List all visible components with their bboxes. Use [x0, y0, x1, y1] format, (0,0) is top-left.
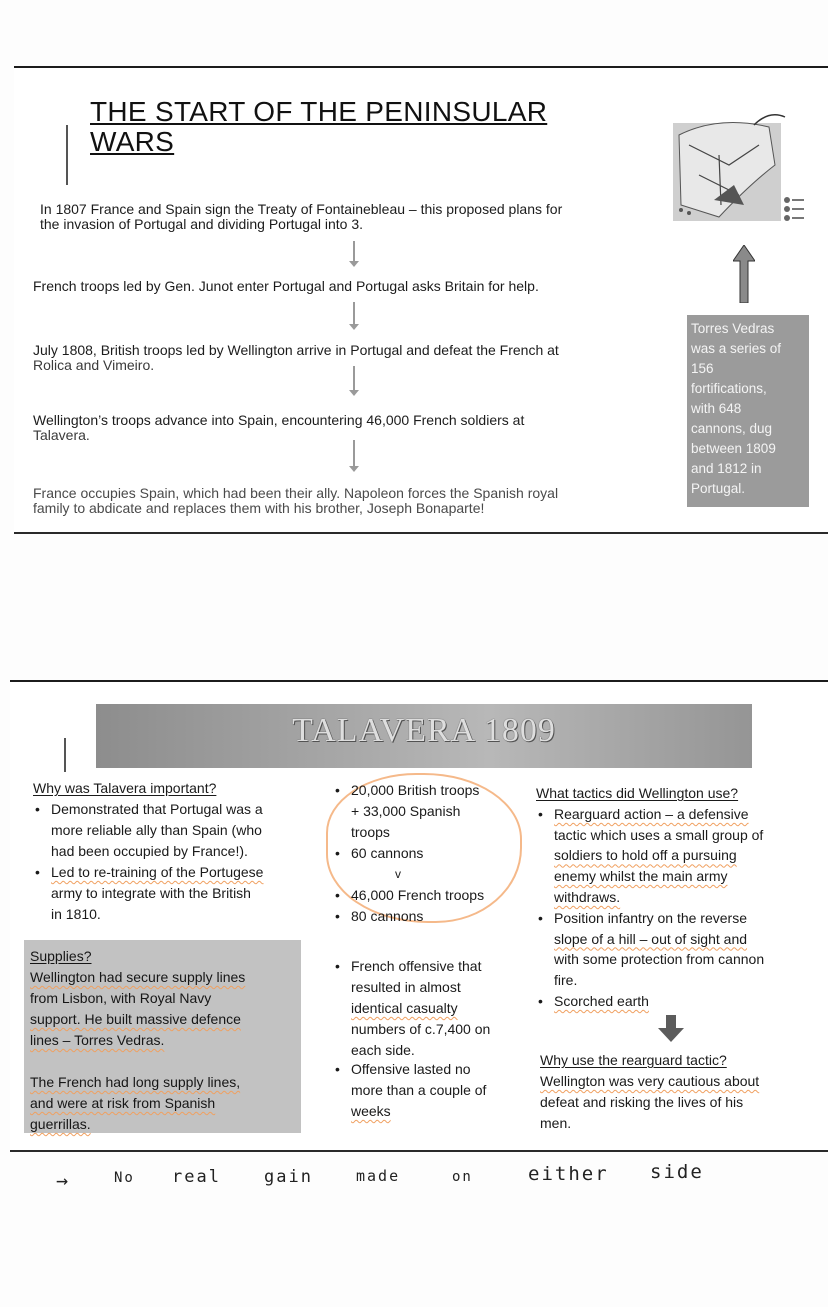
list-item: • Position infantry on the reverse slope of a hill – out of sight and with some protection from cannon fire. — [536, 908, 821, 991]
handwritten-arrow: → — [56, 1168, 71, 1192]
list-item: • French offensive that resulted in almost identical casualty numbers of c.7,400 on each side. — [333, 956, 523, 1061]
handwritten-word: on — [452, 1169, 473, 1185]
list-item: • Led to re-training of the Portugese army to integrate with the British in 1810. — [33, 862, 313, 925]
section-margin-bar — [64, 738, 66, 772]
event-3: July 1808, British troops led by Wellington arrive in Portugal and defeat the French at Rolica and Vimeiro. — [33, 342, 559, 373]
supplies-box: Supplies? Wellington had secure supply lines from Lisbon, with Royal Navy support. He built massive defence lines – Torres Vedras. The French had long supply lines, and were at risk from Spanish guerrillas. — [24, 940, 301, 1133]
handwritten-word: made — [356, 1167, 401, 1185]
list-item: • 46,000 French troops — [333, 885, 523, 906]
why-important-section — [33, 778, 313, 925]
list-item: • Scorched earth — [536, 991, 821, 1012]
talavera-banner — [96, 704, 752, 768]
tactics-heading: What tactics did Wellington use? — [536, 785, 739, 801]
supplies-heading: Supplies? — [30, 948, 92, 964]
title-line-1: THE START OF THE PENINSULAR — [90, 96, 548, 127]
rearguard-heading: Why use the rearguard tactic? — [540, 1052, 727, 1068]
list-item: • Rearguard action – a defensive tactic which uses a small group of soldiers to hold off a pursuing enemy whilst the main army withdraws. — [536, 804, 821, 908]
handwritten-word: gain — [264, 1167, 313, 1187]
page-title — [90, 97, 547, 157]
title-line-2: WARS — [90, 126, 175, 157]
outcome-section — [333, 956, 523, 1122]
event-5: France occupies Spain, which had been their ally. Napoleon forces the Spanish royal family to abdicate and replaces them with his brother, Joseph Bonaparte! — [33, 485, 559, 516]
handwritten-word: real — [172, 1167, 221, 1187]
torres-vedras-map-icon — [659, 105, 809, 227]
torres-vedras-info-box: Torres Vedras was a series of 156 fortifications, with 648 cannons, dug between 1809 and 1812 in Portugal. — [687, 315, 809, 507]
down-arrow-icon — [348, 366, 360, 394]
title-margin-bar — [66, 125, 68, 185]
tactics-section — [536, 783, 821, 1012]
list-item: • 60 cannons — [333, 843, 523, 864]
event-4: Wellington’s troops advance into Spain, encountering 46,000 French soldiers at Talavera. — [33, 412, 525, 443]
down-arrow-icon — [348, 241, 360, 265]
down-arrow-icon — [348, 302, 360, 328]
handwritten-word: No — [114, 1170, 135, 1186]
down-arrow-icon — [348, 440, 360, 470]
handwritten-word: either — [528, 1163, 609, 1185]
up-arrow-icon — [733, 245, 755, 303]
down-arrow-icon — [657, 1015, 685, 1043]
forces-section — [333, 780, 523, 927]
rearguard-section: Why use the rearguard tactic? Wellington was very cautious about defeat and risking the lives of his men. — [540, 1050, 825, 1134]
event-2: French troops led by Gen. Junot enter Portugal and Portugal asks Britain for help. — [33, 278, 539, 294]
list-item: • 80 cannons — [333, 906, 523, 927]
handwritten-word: side — [650, 1161, 704, 1183]
versus-label: v — [395, 867, 401, 881]
why-heading: Why was Talavera important? — [33, 780, 217, 796]
banner-title: TALAVERA 1809 — [292, 712, 556, 749]
list-item: • Offensive lasted no more than a couple of weeks — [333, 1059, 523, 1122]
list-item: • Demonstrated that Portugal was a more reliable ally than Spain (who had been occupied by France!). — [33, 799, 313, 862]
event-1: In 1807 France and Spain sign the Treaty of Fontainebleau – this proposed plans for the invasion of Portugal and dividing Portugal into 3. — [40, 201, 563, 232]
list-item: • 20,000 British troops + 33,000 Spanish troops — [333, 780, 523, 843]
